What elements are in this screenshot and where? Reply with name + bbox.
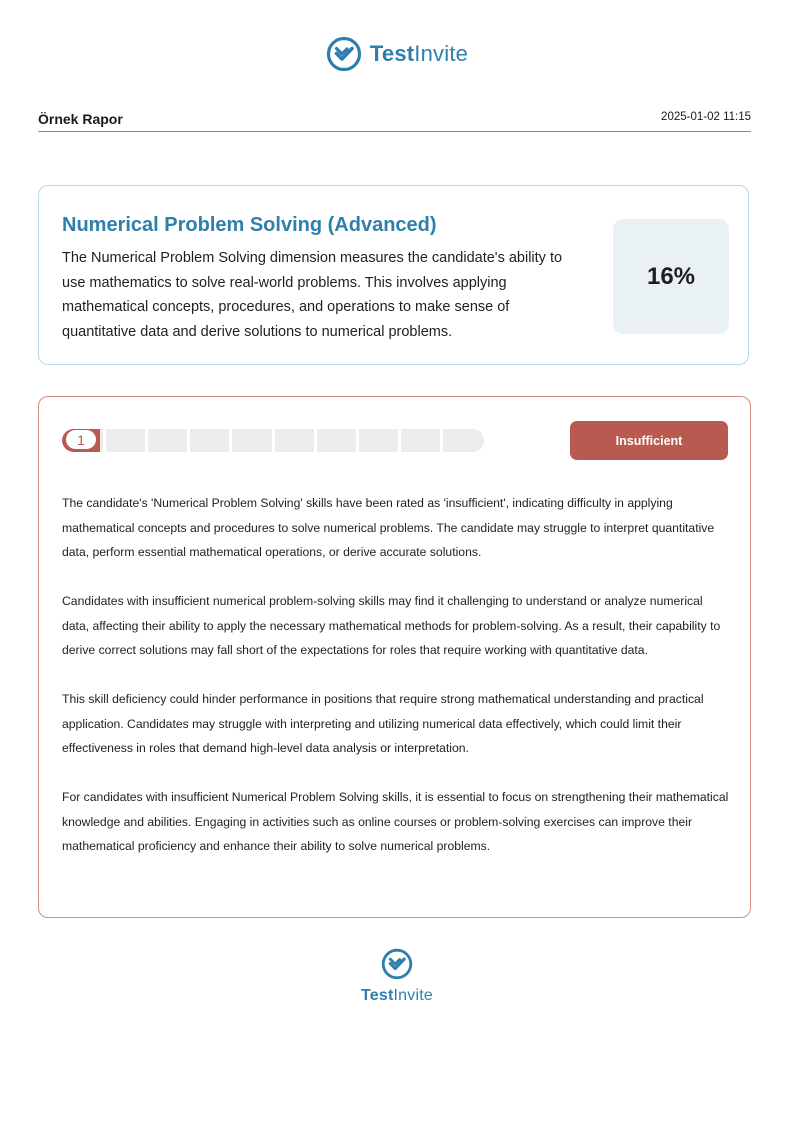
brand-wordmark: TestInvite: [369, 41, 469, 66]
interpretation-paragraph: For candidates with insufficient Numerical Problem Solving skills, it is essential to focus on strengthening their mathematical knowledge and abilities. Engaging in activities such as online courses or problem-solving exercises can improve their mathematical proficiency and enhance their ability to solve numerical problems.: [62, 790, 729, 853]
level-scale: [62, 429, 484, 452]
dimension-title: Numerical Problem Solving (Advanced): [62, 214, 437, 236]
level-scale-divider: [398, 429, 401, 452]
dimension-description: The Numerical Problem Solving dimension measures the candidate's ability to use mathematics to solve real-world problems. This involves applying mathematical concepts, procedures, and operations to make sense of quantitative data and derive solutions to numerical problems.: [62, 250, 563, 340]
interpretation-paragraph: This skill deficiency could hinder performance in positions that require strong mathematical understanding and practical application. Candidates may struggle with interpreting and utilizing numerical data effectively, which could limit their effectiveness in roles that demand high-level data analysis or interpretation.: [62, 692, 704, 755]
interpretation-paragraph: The candidate's 'Numerical Problem Solving' skills have been rated as 'insufficient', indicating difficulty in applying mathematical concepts and procedures to solve numerical problems. The candidate may struggle to interpret quantitative data, perform essential mathematical operations, or derive accurate solutions.: [62, 496, 715, 559]
level-scale-divider: [272, 429, 275, 452]
check-badge-icon: [326, 36, 362, 72]
dimension-detail-card: [38, 396, 751, 918]
level-scale-divider: [103, 429, 106, 452]
report-date: 2025-01-02 11:15: [661, 111, 751, 123]
level-label-badge: Insufficient: [570, 421, 728, 460]
level-scale-divider: [145, 429, 148, 452]
level-scale-divider: [314, 429, 317, 452]
score-value: 16%: [646, 262, 696, 290]
level-scale-divider: [356, 429, 359, 452]
brand-logo: [0, 36, 794, 72]
footer-brand-wordmark: TestInvite: [361, 987, 433, 1004]
level-scale-divider: [187, 429, 190, 452]
level-scale-divider: [440, 429, 443, 452]
level-scale-divider: [229, 429, 232, 452]
interpretation-text: [62, 491, 730, 883]
check-badge-icon: [381, 948, 413, 980]
level-scale-badge: 1: [66, 430, 96, 449]
report-title: Örnek Rapor: [38, 111, 123, 127]
interpretation-paragraph: Candidates with insufficient numerical problem-solving skills may find it challenging to understand or analyze numerical data, affecting their ability to apply the necessary mathematical methods for problem-solving. As a result, their capability to derive correct solutions may fall short of the expectations for roles that require working with quantitative data.: [62, 594, 721, 657]
report-header: [38, 111, 751, 132]
score-box: [613, 219, 729, 334]
footer-logo: [0, 948, 794, 1005]
dimension-summary-card: [38, 185, 749, 365]
